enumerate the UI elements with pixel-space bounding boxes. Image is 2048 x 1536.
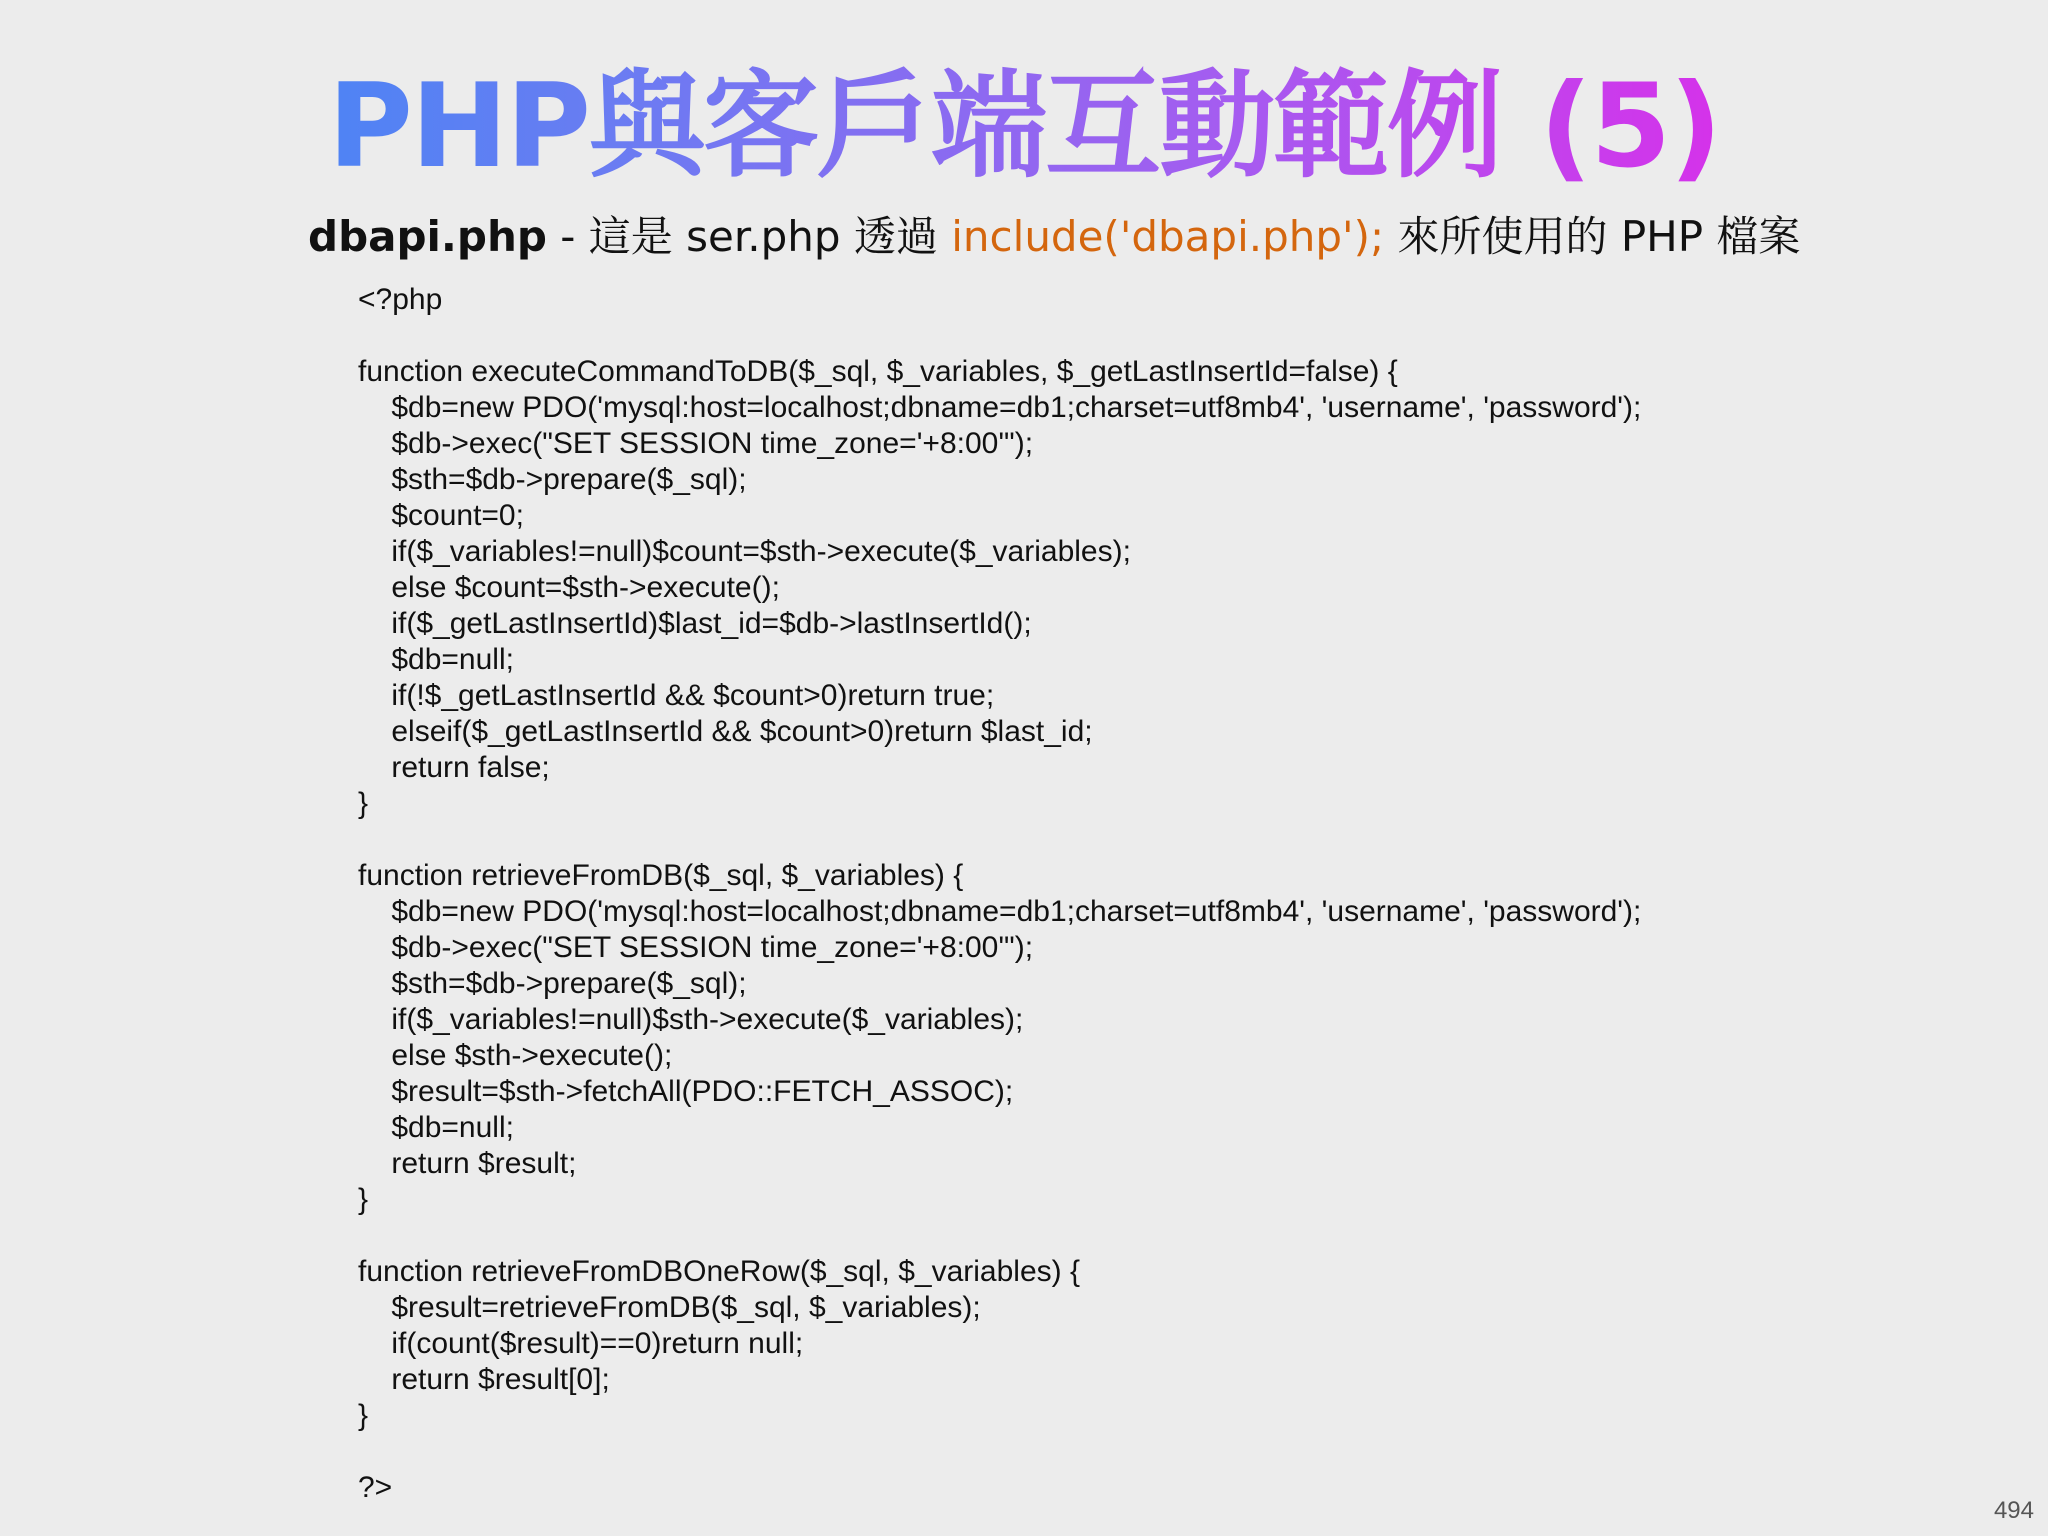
code-line: } [358, 787, 369, 820]
code-line: function retrieveFromDBOneRow($_sql, $_variables) { [358, 1255, 1080, 1288]
page-number: 494 [1993, 1497, 2034, 1524]
code-line: $count=0; [358, 499, 524, 532]
code-line: return $result[0]; [358, 1363, 610, 1396]
code-line: ?> [358, 1471, 393, 1504]
code-line: else $count=$sth->execute(); [358, 571, 780, 604]
code-line: $sth=$db->prepare($_sql); [358, 463, 747, 496]
code-line: else $sth->execute(); [358, 1039, 673, 1072]
code-line: } [358, 1399, 369, 1432]
code-line: $db=null; [358, 643, 514, 676]
code-line: return false; [358, 751, 550, 784]
code-line: $db=new PDO('mysql:host=localhost;dbname=db1;charset=utf8mb4', 'username', 'password'); [358, 895, 1642, 928]
code-block [358, 282, 1641, 1506]
slide-title: PHP與客戶端互動範例 (5) [0, 52, 2048, 202]
code-line: if($_variables!=null)$sth->execute($_variables); [358, 1003, 1024, 1036]
code-line: $result=retrieveFromDB($_sql, $_variables); [358, 1291, 981, 1324]
subtitle-code-reference: include('dbapi.php'); [951, 212, 1385, 261]
code-line: $result=$sth->fetchAll(PDO::FETCH_ASSOC); [358, 1075, 1014, 1108]
code-line: function retrieveFromDB($_sql, $_variables) { [358, 859, 964, 892]
code-line [358, 318, 1641, 354]
code-line: $sth=$db->prepare($_sql); [358, 967, 747, 1000]
code-line: $db=new PDO('mysql:host=localhost;dbname=db1;charset=utf8mb4', 'username', 'password'); [358, 391, 1642, 424]
code-line: <?php [358, 283, 443, 316]
code-line: $db=null; [358, 1111, 514, 1144]
code-line: $db->exec("SET SESSION time_zone='+8:00'"); [358, 931, 1034, 964]
code-line [358, 822, 1641, 858]
code-line: elseif($_getLastInsertId && $count>0)return $last_id; [358, 715, 1093, 748]
subtitle-text-before: - 這是 ser.php 透過 [546, 212, 952, 261]
code-line: return $result; [358, 1147, 577, 1180]
code-line: if($_variables!=null)$count=$sth->execute($_variables); [358, 535, 1131, 568]
code-line [358, 1434, 1641, 1470]
code-line: if($_getLastInsertId)$last_id=$db->lastInsertId(); [358, 607, 1032, 640]
subtitle-filename: dbapi.php [308, 212, 547, 261]
slide-subtitle [308, 210, 1800, 264]
subtitle-text-after: 來所使用的 PHP 檔案 [1384, 212, 1801, 261]
code-line: } [358, 1183, 369, 1216]
code-line [358, 1218, 1641, 1254]
code-line: function executeCommandToDB($_sql, $_variables, $_getLastInsertId=false) { [358, 355, 1398, 388]
code-line: if(count($result)==0)return null; [358, 1327, 804, 1360]
code-line: $db->exec("SET SESSION time_zone='+8:00'"); [358, 427, 1034, 460]
code-line: if(!$_getLastInsertId && $count>0)return true; [358, 679, 995, 712]
